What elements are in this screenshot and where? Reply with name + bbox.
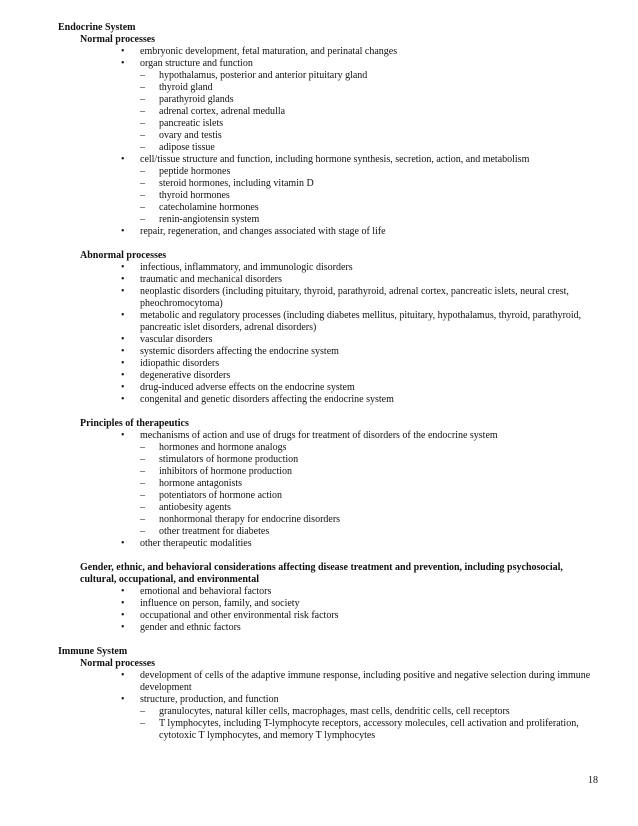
item-text: influence on person, family, and society <box>140 598 300 609</box>
section-title: Endocrine System <box>58 22 136 33</box>
bullet-marker: • <box>121 694 125 705</box>
item-text: granulocytes, natural killer cells, macrophages, mast cells, dendritic cells, cell receptors <box>159 706 510 717</box>
dash-marker: – <box>140 82 145 93</box>
item-text: nonhormonal therapy for endocrine disorders <box>159 514 341 525</box>
dash-marker: – <box>140 178 145 189</box>
dash-marker: – <box>140 166 145 177</box>
bullet-marker: • <box>121 358 125 369</box>
dash-subitem <box>0 706 638 718</box>
bullet-marker: • <box>121 310 125 321</box>
bullet-marker: • <box>121 430 125 441</box>
bullet-marker: • <box>121 370 125 381</box>
item-text: congenital and genetic disorders affecting the endocrine system <box>140 394 394 405</box>
dash-marker: – <box>140 466 145 477</box>
item-text: occupational and other environmental risk factors <box>140 610 339 621</box>
section-title: Immune System <box>58 646 128 657</box>
subsection-heading: Normal processes <box>80 658 156 669</box>
item-text: systemic disorders affecting the endocrine system <box>140 346 339 357</box>
dash-marker: – <box>140 94 145 105</box>
dash-subitem <box>0 178 638 190</box>
bullet-marker: • <box>121 622 125 633</box>
dash-subitem <box>0 94 638 106</box>
item-text: adrenal cortex, adrenal medulla <box>159 106 286 117</box>
bullet-marker: • <box>121 262 125 273</box>
subsection-spacer <box>0 406 638 418</box>
dash-subitem <box>0 442 638 454</box>
item-text: other therapeutic modalities <box>140 538 252 549</box>
subsection-spacer <box>0 238 638 250</box>
dash-marker: – <box>140 190 145 201</box>
dash-subitem <box>0 202 638 214</box>
dash-marker: – <box>140 478 145 489</box>
item-text: stimulators of hormone production <box>159 454 299 465</box>
bullet-item <box>0 622 638 634</box>
bullet-item <box>0 310 638 334</box>
dash-subitem <box>0 718 638 742</box>
subsection-spacer <box>0 550 638 562</box>
bullet-marker: • <box>121 286 125 297</box>
dash-marker: – <box>140 442 145 453</box>
page-number: 18 <box>588 775 598 786</box>
dash-marker: – <box>140 130 145 141</box>
item-text: metabolic and regulatory processes (including diabetes mellitus, pituitary, hypothalamus, thyroid, parathyroid, pancreatic islet disorders, adrenal disorders) <box>140 310 582 333</box>
bullet-marker: • <box>121 382 125 393</box>
bullet-marker: • <box>121 346 125 357</box>
dash-marker: – <box>140 214 145 225</box>
bullet-item <box>0 694 638 706</box>
dash-subitem <box>0 190 638 202</box>
bullet-item <box>0 346 638 358</box>
dash-subitem <box>0 106 638 118</box>
item-text: ovary and testis <box>159 130 222 141</box>
item-text: vascular disorders <box>140 334 213 345</box>
dash-subitem <box>0 118 638 130</box>
item-text: structure, production, and function <box>140 694 279 705</box>
item-text: renin-angiotensin system <box>159 214 260 225</box>
item-text: idiopathic disorders <box>140 358 220 369</box>
dash-marker: – <box>140 142 145 153</box>
item-text: potentiators of hormone action <box>159 490 283 501</box>
dash-marker: – <box>140 502 145 513</box>
bullet-item <box>0 538 638 550</box>
item-text: traumatic and mechanical disorders <box>140 274 282 285</box>
bullet-marker: • <box>121 58 125 69</box>
bullet-marker: • <box>121 274 125 285</box>
item-text: antiobesity agents <box>159 502 231 513</box>
bullet-marker: • <box>121 46 125 57</box>
dash-marker: – <box>140 706 145 717</box>
dash-subitem <box>0 70 638 82</box>
item-text: gender and ethnic factors <box>140 622 241 633</box>
dash-subitem <box>0 454 638 466</box>
bullet-item <box>0 586 638 598</box>
dash-subitem <box>0 166 638 178</box>
bullet-item <box>0 430 638 442</box>
bullet-item <box>0 46 638 58</box>
dash-marker: – <box>140 118 145 129</box>
item-text: thyroid gland <box>159 82 213 93</box>
dash-marker: – <box>140 514 145 525</box>
dash-marker: – <box>140 526 145 537</box>
item-text: embryonic development, fetal maturation, and perinatal changes <box>140 46 398 57</box>
bullet-item <box>0 394 638 406</box>
dash-marker: – <box>140 490 145 501</box>
dash-marker: – <box>140 70 145 81</box>
bullet-item <box>0 670 638 694</box>
subsection-heading: Abnormal processes <box>80 250 167 261</box>
section-spacer <box>0 634 638 646</box>
item-text: drug-induced adverse effects on the endocrine system <box>140 382 355 393</box>
item-text: degenerative disorders <box>140 370 231 381</box>
bullet-marker: • <box>121 586 125 597</box>
item-text: T lymphocytes, including T-lymphocyte receptors, accessory molecules, cell activation and proliferation, cytotoxic T lymphocytes, and memory T lymphocytes <box>159 718 579 741</box>
bullet-item <box>0 610 638 622</box>
bullet-marker: • <box>121 226 125 237</box>
bullet-marker: • <box>121 538 125 549</box>
dash-marker: – <box>140 718 145 729</box>
item-text: catecholamine hormones <box>159 202 259 213</box>
dash-subitem <box>0 214 638 226</box>
item-text: infectious, inflammatory, and immunologic disorders <box>140 262 353 273</box>
dash-marker: – <box>140 106 145 117</box>
bullet-item <box>0 598 638 610</box>
subsection-heading: Normal processes <box>80 34 156 45</box>
subsection-heading: Principles of therapeutics <box>80 418 189 429</box>
dash-subitem <box>0 478 638 490</box>
item-text: neoplastic disorders (including pituitary, thyroid, parathyroid, adrenal cortex, pancreatic islets, neural crest, pheochromocytoma) <box>140 286 569 309</box>
bullet-marker: • <box>121 598 125 609</box>
bullet-marker: • <box>121 610 125 621</box>
bullet-item <box>0 334 638 346</box>
bullet-item <box>0 370 638 382</box>
item-text: cell/tissue structure and function, including hormone synthesis, secretion, action, and metabolism <box>140 154 530 165</box>
bullet-marker: • <box>121 154 125 165</box>
bullet-item <box>0 58 638 70</box>
item-text: hypothalamus, posterior and anterior pituitary gland <box>159 70 368 81</box>
item-text: mechanisms of action and use of drugs for treatment of disorders of the endocrine system <box>140 430 498 441</box>
document-page <box>0 22 638 742</box>
dash-subitem <box>0 514 638 526</box>
bullet-marker: • <box>121 334 125 345</box>
subsection-heading: Gender, ethnic, and behavioral considerations affecting disease treatment and prevention, including psychosocial, cultural, occupational, and environmental <box>80 562 563 585</box>
bullet-item <box>0 358 638 370</box>
dash-subitem <box>0 82 638 94</box>
dash-subitem <box>0 490 638 502</box>
bullet-item <box>0 382 638 394</box>
bullet-marker: • <box>121 670 125 681</box>
bullet-item <box>0 286 638 310</box>
bullet-item <box>0 274 638 286</box>
item-text: inhibitors of hormone production <box>159 466 293 477</box>
item-text: pancreatic islets <box>159 118 224 129</box>
dash-marker: – <box>140 454 145 465</box>
item-text: hormones and hormone analogs <box>159 442 287 453</box>
item-text: parathyroid glands <box>159 94 234 105</box>
dash-subitem <box>0 466 638 478</box>
item-text: other treatment for diabetes <box>159 526 270 537</box>
dash-subitem <box>0 526 638 538</box>
dash-subitem <box>0 130 638 142</box>
bullet-marker: • <box>121 394 125 405</box>
item-text: development of cells of the adaptive immune response, including positive and negative selection during immune development <box>140 670 591 693</box>
item-text: emotional and behavioral factors <box>140 586 272 597</box>
item-text: peptide hormones <box>159 166 231 177</box>
item-text: thyroid hormones <box>159 190 230 201</box>
dash-marker: – <box>140 202 145 213</box>
item-text: organ structure and function <box>140 58 253 69</box>
dash-subitem <box>0 502 638 514</box>
dash-subitem <box>0 142 638 154</box>
bullet-item <box>0 262 638 274</box>
item-text: adipose tissue <box>159 142 215 153</box>
item-text: steroid hormones, including vitamin D <box>159 178 314 189</box>
bullet-item <box>0 226 638 238</box>
item-text: hormone antagonists <box>159 478 243 489</box>
bullet-item <box>0 154 638 166</box>
item-text: repair, regeneration, and changes associated with stage of life <box>140 226 386 237</box>
